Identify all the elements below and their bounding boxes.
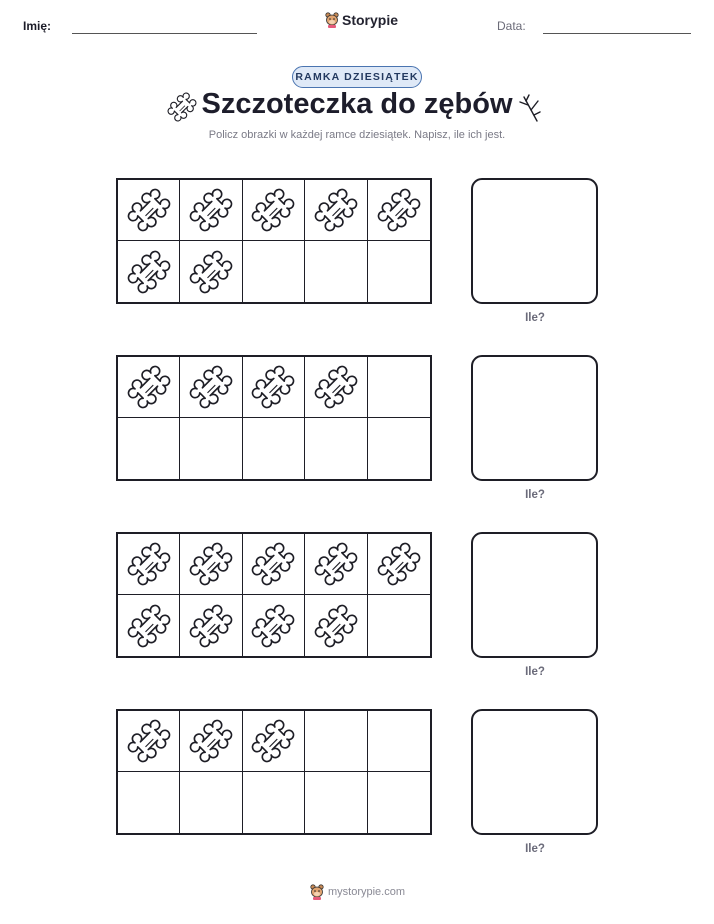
bone-icon [189, 542, 233, 586]
ten-frame-cell [118, 534, 180, 595]
bone-icon [127, 188, 171, 232]
answer-prompt: Ile? [525, 666, 545, 678]
storypie-mascot-icon [325, 12, 339, 28]
bone-icon [189, 719, 233, 763]
bone-icon [189, 604, 233, 648]
bone-icon [127, 365, 171, 409]
ten-frame-cell [243, 241, 305, 302]
ten-frame-cell [243, 772, 305, 833]
instructions: Policz obrazki w każdej ramce dziesiątek. Napisz, ile ich jest. [208, 129, 506, 141]
bone-icon [314, 188, 358, 232]
ten-frame-cell [180, 241, 242, 302]
ten-frame-cell [305, 711, 367, 772]
ten-frame-cell [368, 357, 430, 418]
ten-frame [116, 355, 432, 481]
bone-icon [251, 365, 295, 409]
ten-frame-cell [243, 357, 305, 418]
ten-frame-cell [305, 357, 367, 418]
ten-frame-cell [368, 534, 430, 595]
bone-icon [251, 604, 295, 648]
ten-frame-cell [118, 241, 180, 302]
ten-frame-cell [118, 180, 180, 241]
ten-frame-cell [243, 534, 305, 595]
ten-frame-cell [305, 534, 367, 595]
bone-icon [189, 188, 233, 232]
ten-frame-cell [118, 711, 180, 772]
ten-frame [116, 532, 432, 658]
ten-frame [116, 709, 432, 835]
bone-icon [189, 250, 233, 294]
answer-box[interactable] [471, 355, 598, 481]
answer-box[interactable] [471, 709, 598, 835]
ten-frame-cell [368, 595, 430, 656]
ten-frame-cell [243, 711, 305, 772]
ten-frame-cell [368, 241, 430, 302]
name-line[interactable] [72, 33, 257, 34]
ten-frame-cell [180, 180, 242, 241]
ten-frame-cell [305, 418, 367, 479]
brand-name: Storypie [342, 12, 399, 28]
footer-url: mystorypie.com [328, 886, 406, 898]
ten-frame-cell [305, 772, 367, 833]
answer-box[interactable] [471, 178, 598, 304]
ten-frame-cell [305, 180, 367, 241]
bone-icon [127, 719, 171, 763]
ten-frame [116, 178, 432, 304]
ten-frame-cell [180, 595, 242, 656]
date-line[interactable] [543, 33, 691, 34]
footer [310, 884, 405, 900]
ten-frame-cell [243, 180, 305, 241]
ten-frame-cell [180, 772, 242, 833]
answer-prompt: Ile? [525, 489, 545, 501]
twig-icon [517, 92, 543, 124]
ten-frame-cell [305, 241, 367, 302]
bone-icon [127, 250, 171, 294]
bone-icon [314, 542, 358, 586]
ten-frame-cell [118, 595, 180, 656]
bone-icon [314, 604, 358, 648]
name-label: Imię: [23, 19, 52, 33]
bone-icon [251, 188, 295, 232]
bone-icon [314, 365, 358, 409]
bone-icon [251, 542, 295, 586]
ten-frame-cell [368, 418, 430, 479]
storypie-mascot-icon [310, 884, 324, 900]
ten-frame-cell [243, 418, 305, 479]
bone-icon [127, 542, 171, 586]
ten-frame-cell [368, 180, 430, 241]
ten-frame-cell [368, 711, 430, 772]
bone-icon [377, 188, 421, 232]
page-title: Szczoteczka do zębów [201, 88, 513, 120]
bone-icon [377, 542, 421, 586]
ten-frame-cell [180, 711, 242, 772]
worksheet-badge: RAMKA DZIESIĄTEK [292, 66, 422, 88]
bone-icon [127, 604, 171, 648]
answer-box[interactable] [471, 532, 598, 658]
answer-prompt: Ile? [525, 843, 545, 855]
bone-icon [189, 365, 233, 409]
ten-frame-cell [180, 357, 242, 418]
brand-logo [325, 12, 398, 28]
ten-frame-cell [243, 595, 305, 656]
bone-icon [251, 719, 295, 763]
ten-frame-cell [118, 772, 180, 833]
ten-frame-cell [180, 534, 242, 595]
ten-frame-cell [305, 595, 367, 656]
ten-frame-cell [368, 772, 430, 833]
date-label: Data: [497, 19, 526, 33]
answer-prompt: Ile? [525, 312, 545, 324]
ten-frame-cell [118, 418, 180, 479]
ten-frame-cell [118, 357, 180, 418]
ten-frame-cell [180, 418, 242, 479]
